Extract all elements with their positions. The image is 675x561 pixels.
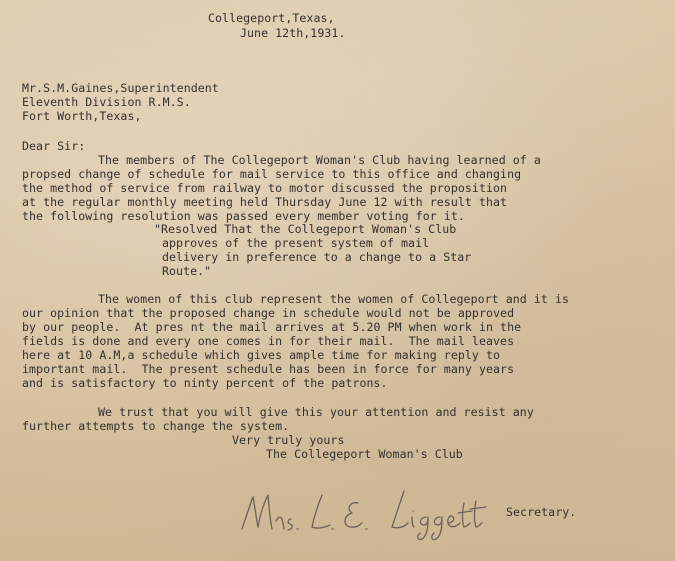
- para3-line-1: We trust that you will give this your attention and resist any: [98, 405, 534, 419]
- resolution-line-2: approves of the present system of mail: [162, 236, 430, 250]
- para2-line-6: important mail. The present schedule has been in force for many years: [22, 362, 515, 376]
- para3-line-2: further attempts to change the system.: [22, 419, 290, 433]
- closing: Very truly yours: [232, 433, 345, 447]
- signer-title: Secretary.: [506, 505, 577, 519]
- letter-place: Collegeport,Texas,: [208, 11, 335, 25]
- recipient-line-2: Eleventh Division R.M.S.: [22, 95, 191, 109]
- signature-drawing: [236, 483, 506, 543]
- para2-line-1: The women of this club represent the women of Collegeport and it is: [98, 292, 570, 306]
- recipient-line-3: Fort Worth,Texas,: [22, 109, 142, 123]
- recipient-line-1: Mr.S.M.Gaines,Superintendent: [22, 81, 219, 95]
- resolution-line-3: delivery in preference to a change to a Star: [162, 250, 472, 264]
- club-name: The Collegeport Woman's Club: [266, 447, 463, 461]
- para2-line-4: fields is done and every one comes in for their mail. The mail leaves: [22, 334, 515, 348]
- resolution-line-1: "Resolved That the Collegeport Woman's Club: [154, 222, 457, 236]
- letter-date: June 12th,1931.: [240, 26, 346, 40]
- para2-line-5: here at 10 A.M,a schedule which gives ample time for making reply to: [22, 348, 501, 362]
- para1-line-3: the method of service from railway to motor discussed the proposition: [22, 181, 508, 195]
- para1-line-4: at the regular monthly meeting held Thursday June 12 with result that: [22, 195, 508, 209]
- para2-line-2: our opinion that the proposed change in schedule would not be approved: [22, 306, 515, 320]
- handwritten-signature: [236, 483, 506, 543]
- para2-line-7: and is satisfactory to ninty percent of the patrons.: [22, 376, 388, 390]
- para2-line-3: by our people. At pres nt the mail arrives at 5.20 PM when work in the: [22, 320, 522, 334]
- para1-line-2: propsed change of schedule for mail service to this office and changing: [22, 167, 522, 181]
- para1-line-1: The members of The Collegeport Woman's Club having learned of a: [98, 153, 541, 167]
- salutation: Dear Sir:: [22, 139, 86, 153]
- para1-line-5: the following resolution was passed every member voting for it.: [22, 209, 465, 223]
- resolution-line-4: Route.": [162, 264, 212, 278]
